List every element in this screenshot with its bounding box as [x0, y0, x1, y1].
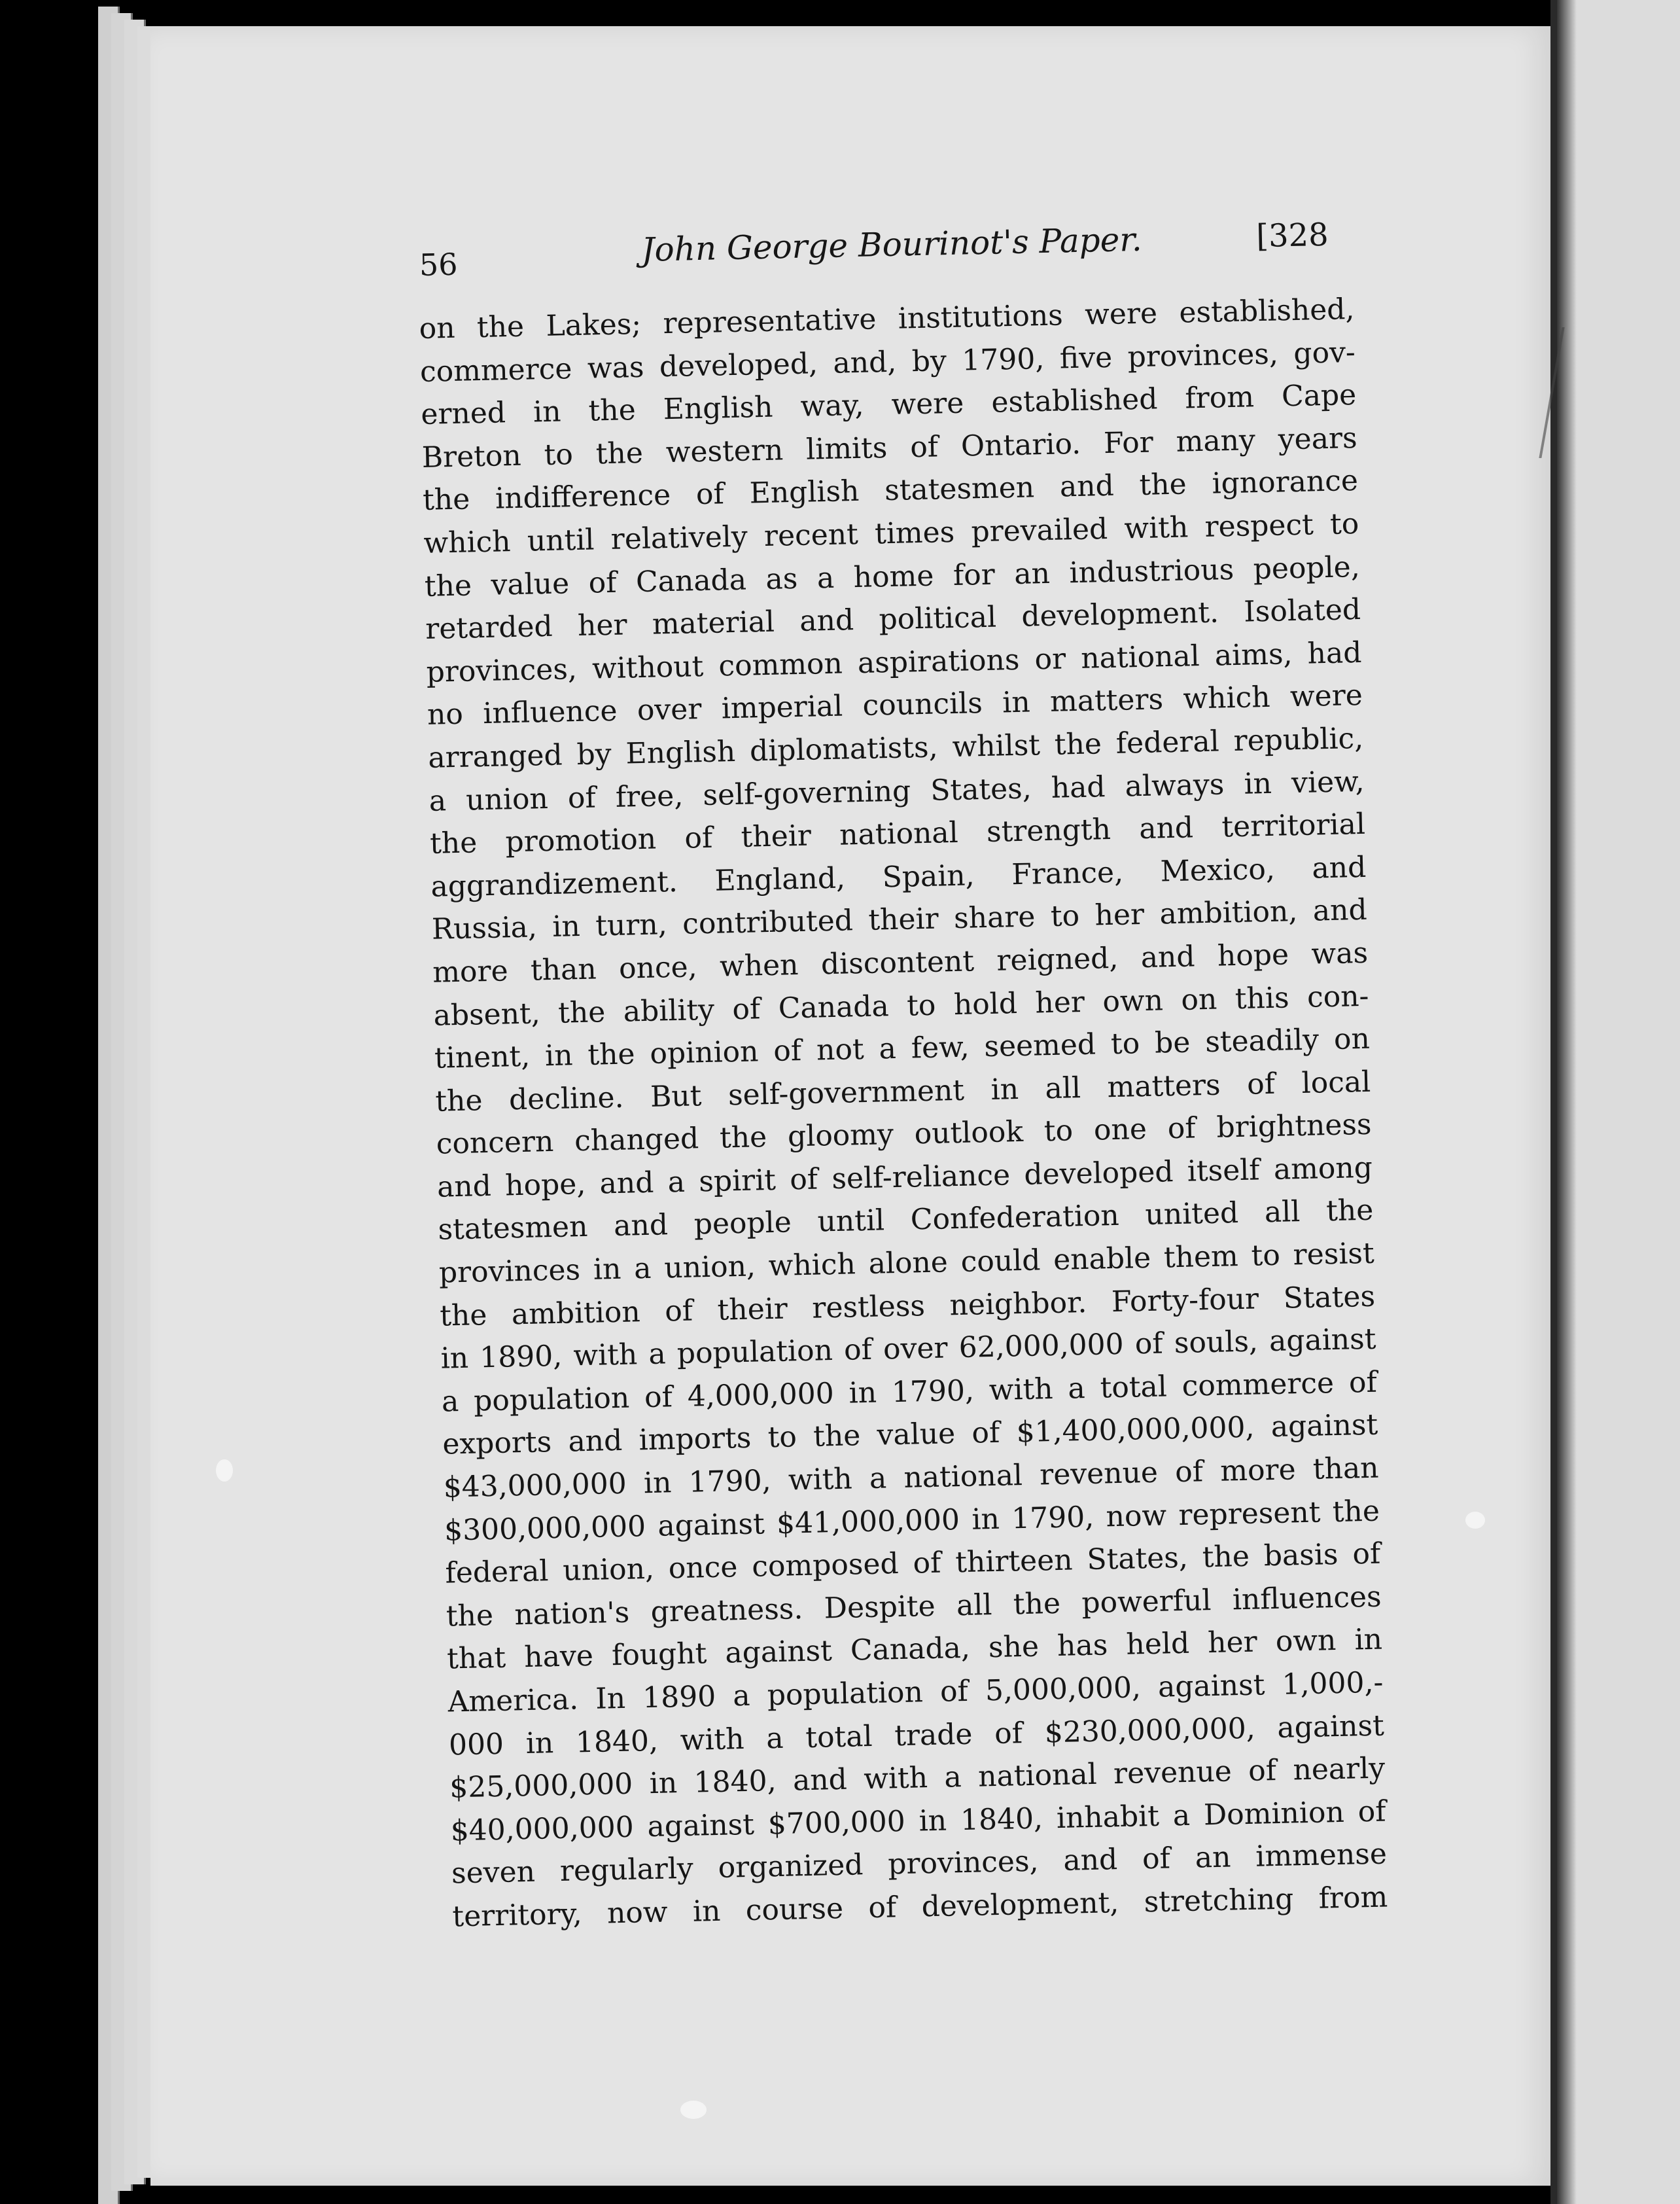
- text-line: a union of free, self-governing States, had always in view,: [429, 764, 1365, 818]
- text-line: 000 in 1840, with a total trade of $230,000,000, against: [448, 1709, 1385, 1762]
- book-gutter: [1550, 0, 1557, 2204]
- original-folio: [328: [1255, 216, 1329, 255]
- text-line: the value of Canada as a home for an industrious people,: [424, 550, 1361, 603]
- running-title: John George Bourinot's Paper.: [640, 220, 1143, 269]
- text-line: a population of 4,000,000 in 1790, with a total commerce of: [441, 1365, 1378, 1419]
- text-line: erned in the English way, were established from Cape: [420, 378, 1357, 432]
- text-line: no influence over imperial councils in matters which were: [427, 679, 1363, 732]
- text-line: provinces, without common aspirations or national aims, had: [426, 635, 1362, 689]
- text-line: statesmen and people until Confederation united all the: [437, 1194, 1374, 1247]
- scan-speck: [680, 2101, 707, 2119]
- text-line: the decline. But self-government in all matters of local: [434, 1065, 1371, 1118]
- text-line: tinent, in the opinion of not a few, seemed to be steadily on: [434, 1022, 1371, 1075]
- text-line: Russia, in turn, contributed their share to her ambition, and: [431, 893, 1368, 947]
- text-line: more than once, when discontent reigned, and hope was: [432, 936, 1369, 989]
- text-line: seven regularly organized provinces, and of an immense: [451, 1837, 1388, 1891]
- scan-speck: [1465, 1512, 1485, 1529]
- text-line: which until relatively recent times prevailed with respect to: [423, 507, 1359, 560]
- text-line: concern changed the gloomy outlook to one of brightness: [436, 1108, 1373, 1161]
- text-line: provinces in a union, which alone could enable them to resist: [438, 1236, 1375, 1290]
- body-text: [419, 288, 1388, 1938]
- text-line: retarded her material and political development. Isolated: [425, 593, 1361, 647]
- text-line: $25,000,000 in 1840, and with a national revenue of nearly: [449, 1751, 1386, 1805]
- text-line: exports and imports to the value of $1,400,000,000, against: [442, 1408, 1378, 1462]
- text-line: arranged by English diplomatists, whilst the federal republic,: [427, 721, 1364, 775]
- text-line: America. In 1890 a population of 5,000,000, against 1,000,-: [447, 1665, 1384, 1719]
- text-line: the promotion of their national strength and territorial: [429, 808, 1366, 861]
- text-line: on the Lakes; representative institutions were established,: [419, 293, 1355, 346]
- text-line: in 1890, with a population of over 62,000,000 of souls, against: [440, 1322, 1376, 1376]
- page-number: 56: [419, 246, 459, 283]
- text-line: $300,000,000 against $41,000,000 in 1790, now represent the: [444, 1494, 1380, 1548]
- text-line: $43,000,000 in 1790, with a national revenue of more than: [443, 1451, 1379, 1504]
- text-line: aggrandizement. England, Spain, France, Mexico, and: [430, 850, 1367, 904]
- text-line: the nation's greatness. Despite all the powerful influences: [446, 1580, 1382, 1633]
- text-line: absent, the ability of Canada to hold her own on this con-: [433, 979, 1369, 1033]
- text-line: Breton to the western limits of Ontario. For many years: [421, 421, 1358, 474]
- text-line: that have fought against Canada, she has held her own in: [446, 1623, 1383, 1676]
- text-line: the ambition of their restless neighbor. Forty-four States: [439, 1279, 1376, 1333]
- scan-speck: [216, 1459, 233, 1482]
- text-line: commerce was developed, and, by 1790, five provinces, gov-: [419, 335, 1356, 389]
- text-line: and hope, and a spirit of self-reliance developed itself among: [436, 1150, 1373, 1204]
- text-line: $40,000,000 against $700,000 in 1840, inhabit a Dominion of: [450, 1794, 1386, 1848]
- text-line: territory, now in course of development, stretching from: [451, 1880, 1388, 1934]
- text-line: the indifference of English statesmen and the ignorance: [422, 464, 1359, 518]
- text-line: federal union, once composed of thirteen States, the basis of: [444, 1537, 1381, 1590]
